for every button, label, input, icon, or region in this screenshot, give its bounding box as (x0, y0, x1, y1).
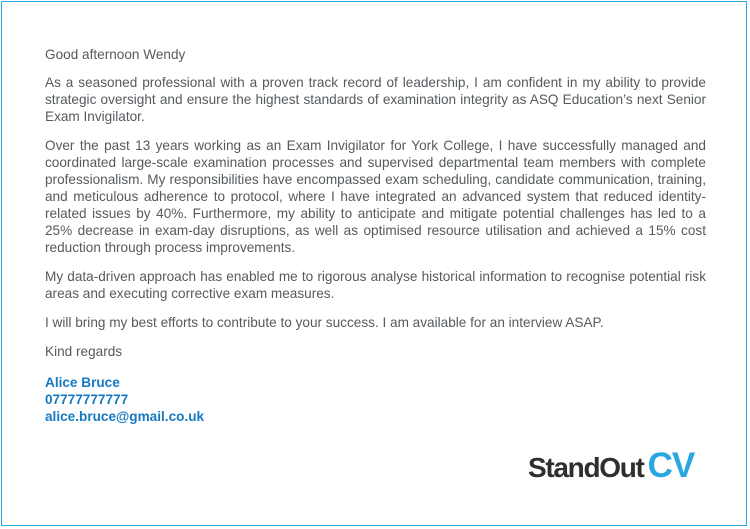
paragraph-intro: As a seasoned professional with a proven track record of leadership, I am confident in my ability to provide strategic oversight and ensure the highest standards of examination integrity as ASQ Education’s next Senior Exam Invigilator. (45, 75, 706, 124)
paragraph-experience: Over the past 13 years working as an Exam Invigilator for York College, I have successfully managed and coordinated large-scale examination processes and supervised departmental team members with complete professionalism. My responsibilities have encompassed exam scheduling, candidate communication, training, and meticulous adherence to protocol, where I have integrated an advanced system that reduced identity-related issues by 40%. Furthermore, my ability to anticipate and mitigate potential challenges has led to a 25% decrease in exam-day disruptions, as well as optimised resource utilisation and achieved a 15% cost reduction through process improvements. (45, 138, 706, 255)
signature-email: alice.bruce@gmail.co.uk (45, 409, 205, 424)
logo-word: StandOut (528, 452, 644, 483)
cover-letter (45, 46, 706, 425)
paragraph-approach: My data-driven approach has enabled me to rigorous analyse historical information to recognise potential risk areas and executing corrective exam measures. (45, 269, 706, 301)
signature-block (45, 374, 706, 425)
signature-name: Alice Bruce (45, 375, 120, 390)
greeting: Good afternoon Wendy (45, 47, 186, 62)
signature-phone: 07777777777 (45, 392, 129, 407)
standout-cv-logo (528, 448, 694, 483)
logo-cv: CV (647, 446, 695, 485)
signoff: Kind regards (45, 344, 123, 359)
paragraph-closing: I will bring my best efforts to contribute to your success. I am available for an interview ASAP. (45, 315, 604, 330)
